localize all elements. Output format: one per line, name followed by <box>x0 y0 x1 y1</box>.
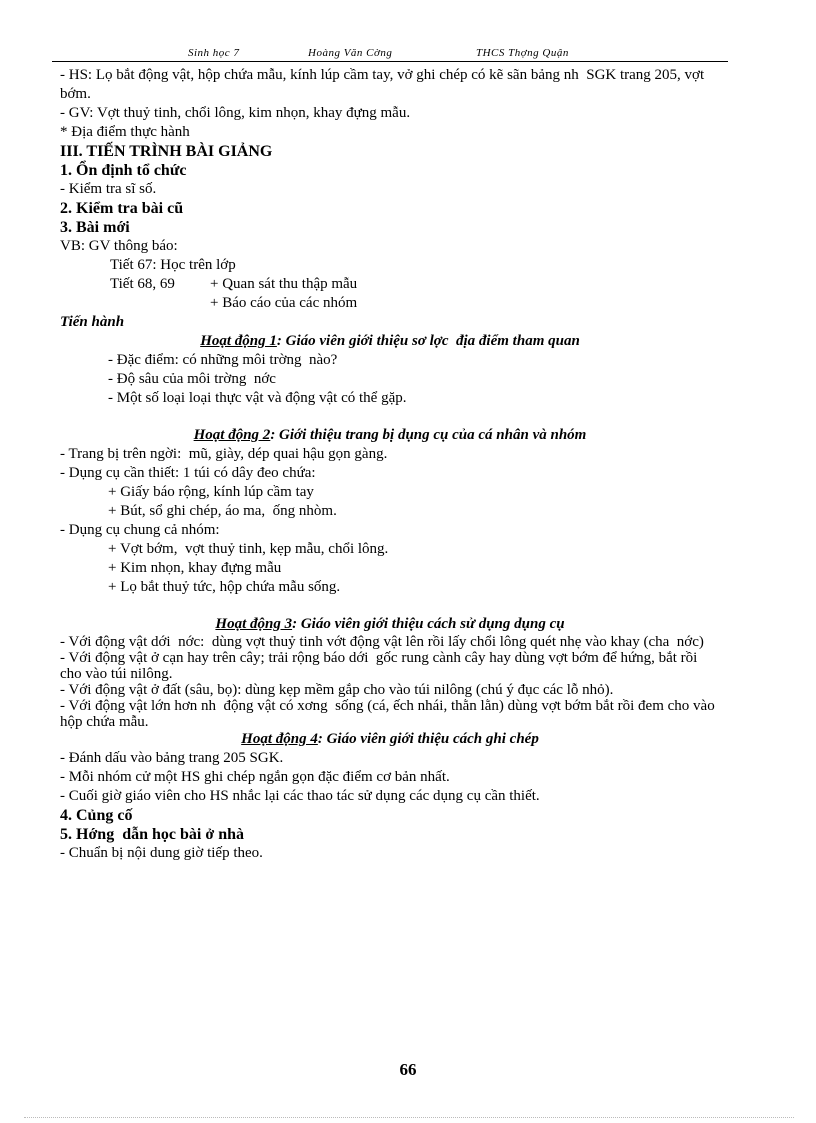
activity-2-label: Hoạt động 2 <box>193 427 271 443</box>
activity-2-subline: + Giấy báo rộng, kính lúp cầm tay <box>108 484 314 500</box>
activity-2-line: - Dụng cụ chung cả nhóm: <box>60 522 220 538</box>
activity-1-line: - Độ sâu của môi trờng nớc <box>108 371 276 387</box>
activity-3-line: - Với động vật ở cạn hay trên cây; trải rộng báo dới gốc rung cành cây hay dùng vợt bớm để hứng, bắt rồi cho vào túi nilông. <box>60 650 702 682</box>
tiet-68-69 <box>60 275 720 294</box>
activity-3-label: Hoạt động 3 <box>215 616 293 632</box>
header-subject: Sinh học 7 <box>188 47 240 59</box>
vb-line: VB: GV thông báo: <box>60 238 178 254</box>
activity-3-title-text: : Giáo viên giới thiệu cách sử dụng dụng cụ <box>292 616 565 632</box>
activity-3-line: - Với động vật ở đất (sâu, bọ): dùng kẹp mềm gắp cho vào túi nilông (chú ý đục các lỗ nhỏ). <box>60 682 614 698</box>
activity-4-title <box>60 730 720 749</box>
header-school: THCS Thợng Quận <box>476 47 569 59</box>
activity-4-line: - Cuối giờ giáo viên cho HS nhắc lại các thao tác sử dụng các dụng cụ cần thiết. <box>60 788 540 804</box>
intro-line: - HS: Lọ bắt động vật, hộp chứa mẫu, kính lúp cầm tay, vở ghi chép có kẽ sãn bảng nh SGK trang 205, vợt bớm. <box>60 67 708 102</box>
subsection-5-line: - Chuẩn bị nội dung giờ tiếp theo. <box>60 845 263 861</box>
subsection-5-title: 5. Hớng dẫn học bài ở nhà <box>60 826 244 843</box>
activity-1-line: - Đặc điểm: có những môi trờng nào? <box>108 352 338 368</box>
activity-4-label: Hoạt động 4 <box>241 731 318 747</box>
subsection-1-line: - Kiểm tra sĩ số. <box>60 181 157 197</box>
activity-1-label: Hoạt động 1 <box>200 333 277 349</box>
subsection-3-title: 3. Bài mới <box>60 219 130 236</box>
activity-2-subline: + Bút, sổ ghi chép, áo ma, ống nhòm. <box>108 503 337 519</box>
activity-4-line: - Đánh dấu vào bảng trang 205 SGK. <box>60 750 284 766</box>
subsection-4-title: 4. Củng cố <box>60 807 133 824</box>
activity-2-subline: + Lọ bắt thuỷ tức, hộp chứa mẫu sống. <box>108 579 341 595</box>
tiet-68-69-a: + Quan sát thu thập mẫu <box>210 276 358 292</box>
activity-3-title <box>60 615 720 634</box>
intro-line: - GV: Vợt thuỷ tinh, chổi lông, kim nhọn, khay đựng mẫu. <box>60 105 411 121</box>
activity-2-subline: + Vợt bớm, vợt thuỷ tinh, kẹp mẫu, chổi lông. <box>108 541 389 557</box>
activity-2-line: - Dụng cụ cần thiết: 1 túi có dây đeo chứa: <box>60 465 316 481</box>
page-body <box>60 66 720 863</box>
page-edge-divider <box>24 1117 794 1118</box>
intro-line: * Địa điểm thực hành <box>60 124 190 140</box>
page-number: 66 <box>399 1060 417 1079</box>
activity-1-title <box>60 332 720 351</box>
running-header <box>52 47 728 62</box>
tiet-68-69-b: + Báo cáo của các nhóm <box>210 295 358 311</box>
activity-3-line: - Với động vật lớn hơn nh động vật có xơng sống (cá, ếch nhái, thằn lằn) dùng vợt bớm bắt rồi đem cho vào hộp chứa mẫu. <box>60 698 719 730</box>
activity-2-title <box>60 426 720 445</box>
activity-1-title-text: : Giáo viên giới thiệu sơ lợc địa điểm tham quan <box>276 333 580 349</box>
subsection-2-title: 2. Kiểm tra bài cũ <box>60 200 184 217</box>
activity-2-title-text: : Giới thiệu trang bị dụng cụ của cá nhân và nhóm <box>270 427 587 443</box>
tiet-67: Tiết 67: Học trên lớp <box>110 257 236 273</box>
activity-3-line: - Với động vật dới nớc: dùng vợt thuỷ tinh vớt động vật lên rồi lấy chổi lông quét nhẹ vào khay (cha nớc) <box>60 634 704 650</box>
section-title: III. TIẾN TRÌNH BÀI GIẢNG <box>60 143 273 160</box>
subsection-1-title: 1. Ổn định tổ chức <box>60 162 187 179</box>
header-author: Hoàng Văn Cờng <box>308 47 393 59</box>
activity-2-subline: + Kim nhọn, khay đựng mẫu <box>108 560 282 576</box>
activity-4-line: - Mỗi nhóm cử một HS ghi chép ngắn gọn đặc điểm cơ bản nhất. <box>60 769 450 785</box>
activity-2-line: - Trang bị trên ngời: mũ, giày, dép quai hậu gọn gàng. <box>60 446 388 462</box>
tien-hanh: Tiến hành <box>60 314 125 330</box>
activity-1-line: - Một số loại loại thực vật và động vật có thể gặp. <box>108 390 407 406</box>
tiet-68-69-label: Tiết 68, 69 <box>110 276 175 292</box>
activity-4-title-text: : Giáo viên giới thiệu cách ghi chép <box>317 731 539 747</box>
